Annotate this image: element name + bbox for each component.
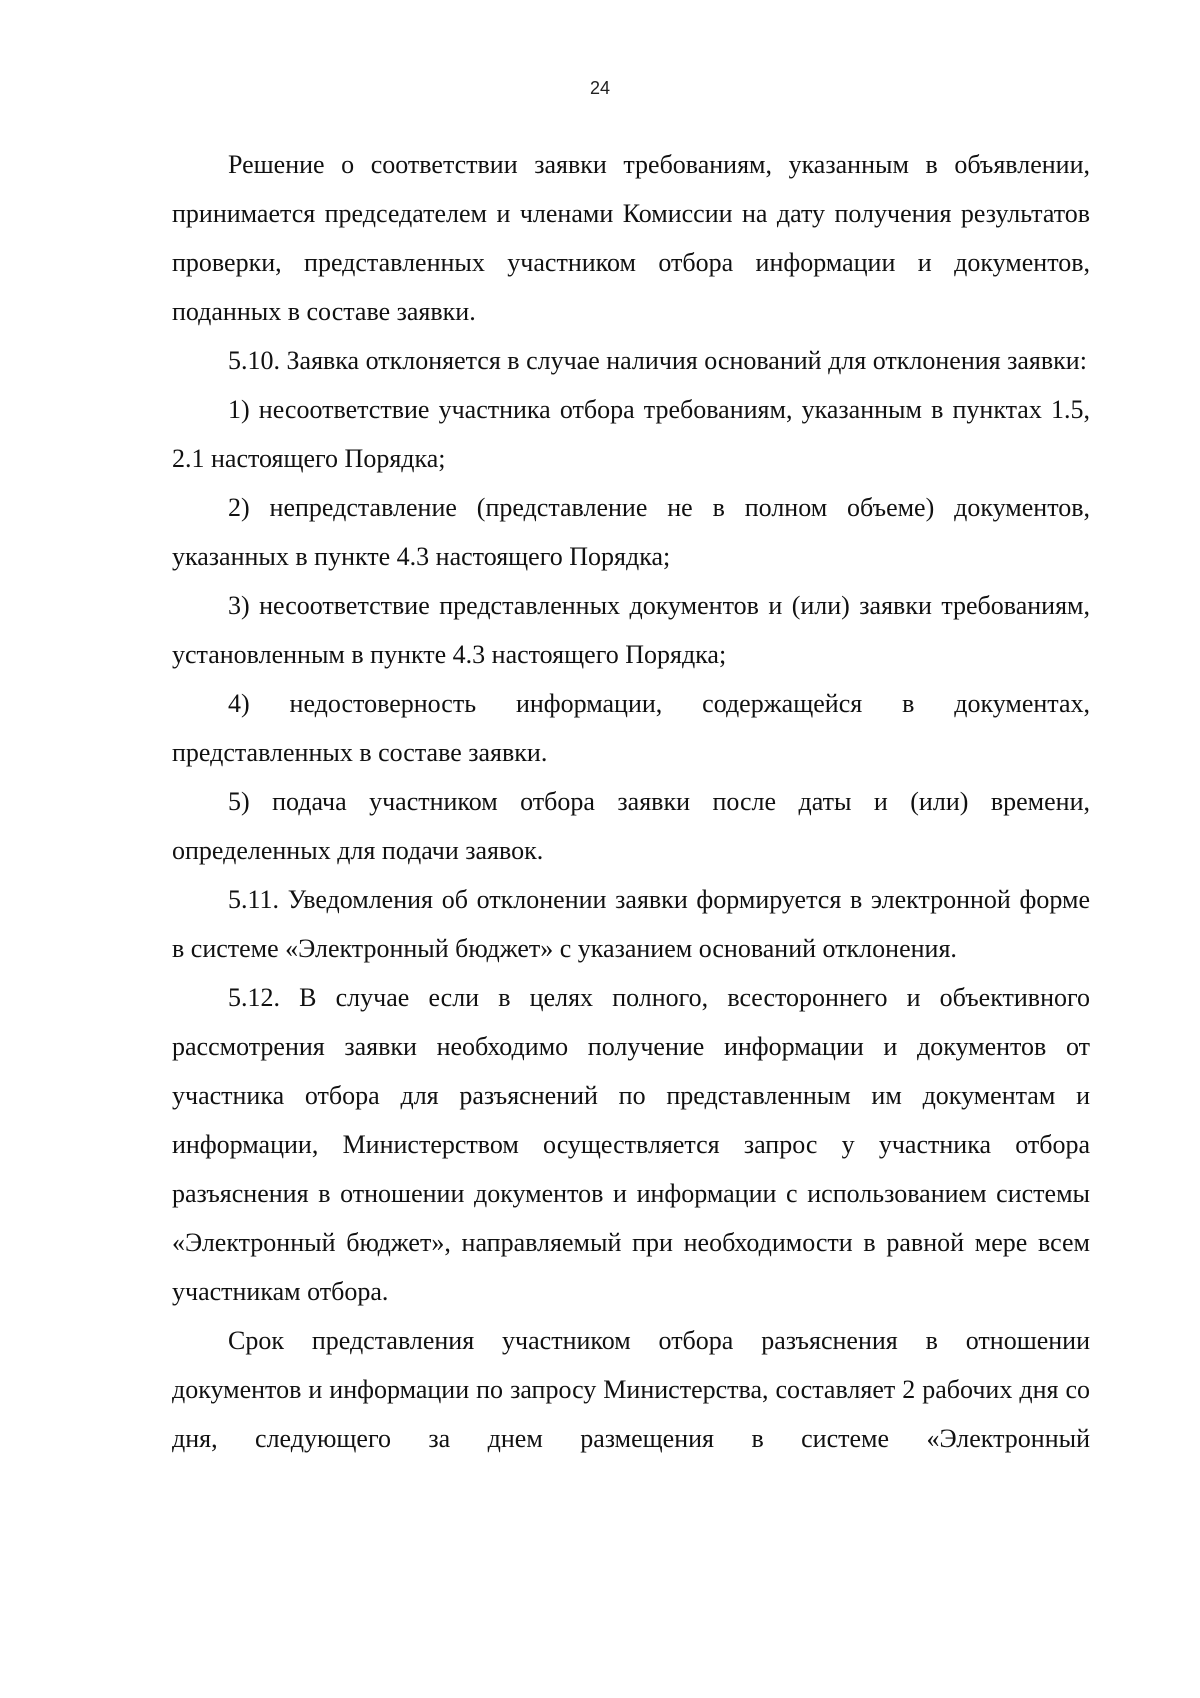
paragraph-5-12: 5.12. В случае если в целях полного, всестороннего и объективного рассмотрения заявки необходимо получение информации и документов от участника отбора для разъяснений по представленным им документам и информации, Министерством осуществляется запрос у участника отбора разъяснения в отношении документов и информации с использованием системы «Электронный бюджет», направляемый при необходимости в равной мере всем участникам отбора.	[172, 983, 1090, 1306]
page-number: 24	[589, 78, 611, 98]
list-item-4: 4) недостоверность информации, содержащейся в документах, представленных в составе заявки.	[172, 689, 1090, 767]
paragraph-5-11: 5.11. Уведомления об отклонении заявки формируется в электронной форме в системе «Электронный бюджет» с указанием оснований отклонения.	[172, 885, 1090, 963]
list-item-2: 2) непредставление (представление не в полном объеме) документов, указанных в пункте 4.3 настоящего Порядка;	[172, 493, 1090, 571]
list-item-1: 1) несоответствие участника отбора требованиям, указанным в пунктах 1.5, 2.1 настоящего Порядка;	[172, 395, 1090, 473]
paragraph-decision: Решение о соответствии заявки требованиям, указанным в объявлении, принимается председателем и членами Комиссии на дату получения результатов проверки, представленных участником отбора информации и документов, поданных в составе заявки.	[172, 150, 1090, 326]
list-item-3: 3) несоответствие представленных документов и (или) заявки требованиям, установленным в пункте 4.3 настоящего Порядка;	[172, 591, 1090, 669]
paragraph-deadline: Срок представления участником отбора разъяснения в отношении документов и информации по запросу Министерства, составляет 2 рабочих дня со дня, следующего за днем размещения в системе «Электронный	[172, 1326, 1090, 1453]
document-body	[172, 140, 1090, 1463]
list-item-5: 5) подача участником отбора заявки после даты и (или) времени, определенных для подачи заявок.	[172, 787, 1090, 865]
paragraph-5-10: 5.10. Заявка отклоняется в случае наличия оснований для отклонения заявки:	[228, 346, 1087, 375]
